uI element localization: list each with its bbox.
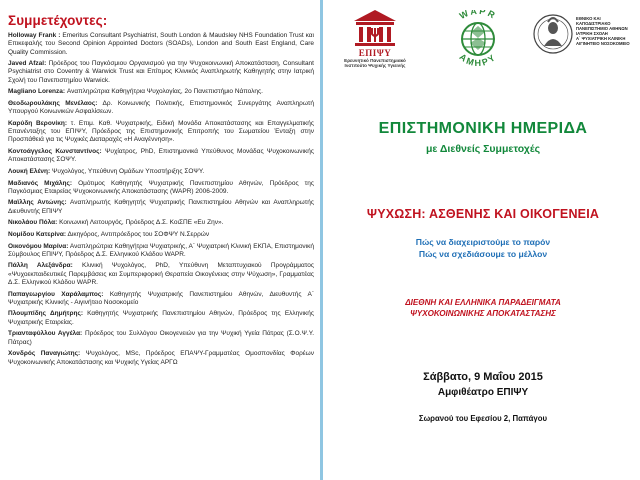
university-name-line: ΚΑΠΟΔΙΣΤΡΙΑΚΟ [576, 21, 611, 27]
participant-name: Javed Afzal: [8, 60, 47, 68]
athena-seal-icon [532, 10, 574, 58]
svg-text:WAPR [458, 10, 499, 21]
globe-icon [462, 23, 494, 55]
participant-name: Οικονόμου Μαρίνα: [8, 242, 69, 250]
question-present: Πώς να διαχειριστούμε το παρόν [415, 237, 551, 247]
participant-role: Κοινωνική Λειτουργός, Πρόεδρος Δ.Σ. ΚοιΣΠΕ «Ευ Ζην». [59, 219, 224, 227]
logos-row [326, 8, 640, 78]
event-venue: Αμφιθέατρο ΕΠΙΨΥ [437, 387, 529, 398]
participant-role: Πρόεδρος του Παγκόσμιου Οργανισμού για την Ψυχοκοινωνική Αποκατάσταση, Consultant Psychiatrist στο Coventry & Warwick Trust και Επίτιμος Κλινικός Αναπληρωτής Καθηγητής στην Ιατρική Σχολή του Πανεπιστημίου Warwick. [8, 60, 314, 84]
participant-role: Αναπληρώτρια Καθηγήτρια Ψυχολογίας, 2ο Πανεπιστήμιο Νάπολης. [66, 88, 263, 96]
examples-line2: ΨΥΧΟΚΟΙΝΩΝΙΚΗΣ ΑΠΟΚΑΤΑΣΤΑΣΗΣ [410, 309, 556, 318]
epipsy-logo [340, 8, 410, 68]
university-name-line: ΙΑΤΡΙΚΗ ΣΧΟΛΗ [576, 31, 608, 37]
participant-item [8, 231, 316, 239]
participant-role: Δικηγόρος, Αντιπρόεδρος του ΣΟΦΨΥ Ν.Σερρών [67, 230, 210, 238]
participant-item [8, 180, 316, 197]
participant-item [8, 88, 316, 96]
participant-item [8, 148, 316, 165]
participant-item [8, 60, 316, 85]
participant-item [8, 330, 316, 347]
participants-list [8, 32, 316, 367]
svg-text:AMHPY [458, 52, 499, 66]
participant-role: Καθηγητής Ψυχιατρικής Πανεπιστημίου Αθηνών, Πρόεδρος της Ελληνικής Ψυχιατρικής Εταιρείας. [8, 310, 314, 326]
participant-role: Δρ. Κοινωνικής Πολιτικής, Επιστημονικός Συνεργάτης Αναπληρωτή Υπουργού Κοινωνικών Ασφαλίσεων. [8, 99, 314, 116]
participant-role: Ψυχίατρος, PhD, Επιστημονικά Υπεύθυνος Μονάδας Ψυχοκοινωνικής Αποκατάστασης ΣΟΨΥ. [8, 148, 315, 164]
participant-item [8, 291, 316, 308]
wapr-logo [442, 10, 514, 66]
participant-role: Emeritus Consultant Psychiatrist, South London & Maudsley NHS Foundation Trust και Επικεφαλής του Second Opinion Appointed Doctors (SOADs), London and South East England, Care Quality Commission. [8, 32, 314, 56]
participant-name: Παπαγεωργίου Χαράλαμπος: [8, 290, 104, 298]
event-subtitle: με Διεθνείς Συμμετοχές [425, 143, 541, 155]
participant-item [8, 350, 316, 367]
epipsy-name: ΕΠΙΨΥ [358, 48, 392, 58]
participant-item [8, 100, 316, 117]
university-name-line: ΕΘΝΙΚΟ ΚΑΙ [576, 16, 601, 21]
epipsy-line1: Ερευνητικό Πανεπιστημιακό [344, 58, 406, 63]
participants-panel [0, 0, 316, 480]
participant-role: Ψυχολόγος, Υπεύθυνη Ομάδων Υποστήριξης ΣΟΨΥ. [51, 167, 205, 175]
event-date: Σάββατο, 9 Μαΐου 2015 [423, 371, 543, 383]
university-logo [532, 10, 640, 70]
participant-role: Καθηγητής Ψυχιατρικής Πανεπιστημίου Αθηνών, Διευθυντής Α΄ Ψυχιατρικής Κλινικής - Αιγινήτειο Νοσοκομείο [8, 290, 314, 306]
participant-item [8, 219, 316, 227]
psi-emblem-icon [350, 8, 400, 48]
participant-role: Κλινική Ψυχολόγος, PhD, Υπεύθυνη Μεταπτυχιακού Προγράμματος «Ψυχοεκπαιδευτικές Παρεμβάσεις και Συμπεριφορική Θεραπεία Οικογένειας στην Ψύχωση», Γραμματέας Δ.Σ. Ελληνικού Κλάδου WAPR. [8, 262, 315, 286]
participant-item [8, 32, 316, 57]
participant-role: Αναπληρώτρια Καθηγήτρια Ψυχιατρικής, Α΄ Ψυχιατρική Κλινική ΕΚΠΑ, Επιστημονική Σύμβουλος ΕΠΙΨΥ, Πρόεδρος Δ.Σ. Ελληνικού Κλάδου WAPR. [8, 242, 314, 258]
event-theme: ΨΥΧΩΣΗ: ΑΣΘΕΝΗΣ ΚΑΙ ΟΙΚΟΓΕΝΕΙΑ [366, 207, 600, 221]
event-address: Σωρανού του Εφεσίου 2, Παπάγου [418, 414, 548, 423]
participant-role: τ. Επιμ. Καθ. Ψυχιατρικής, Ειδική Μονάδα Αποκατάστασης και Επαγγελματικής Επανένταξης του ΕΠΙΨΥ, Πρόεδρος της Επιστημονικής Επιτροπής του Σωματείου Ένταξη στην Προσπάθειά για τις Ψυχικές Διαταραχές «Η Αναγέννηση». [8, 119, 314, 144]
epipsy-line2: Ινστιτούτο Ψυχικής Υγιεινής [344, 63, 406, 69]
participant-name: Τριανταφύλλου Αγγέλα: [8, 330, 83, 338]
wapr-bottom-text: AMHPY [457, 51, 499, 66]
wapr-top-text: WAPR [457, 10, 499, 22]
participant-name: Πάλλη Αλεξάνδρα: [8, 262, 73, 270]
participant-name: Μαϊλλης Αντώνης: [8, 199, 67, 207]
participant-name: Λουκή Ελένη: [8, 167, 51, 175]
participants-title: Συμμετέχοντες: [8, 13, 108, 28]
participant-item [8, 243, 316, 260]
participant-name: Θεοδωρουλάκης Μενέλαος: [8, 99, 98, 107]
participant-name: Πλουμπίδης Δημήτρης: [8, 310, 83, 318]
participant-name: Κοντοάγγελος Κωνσταντίνος: [8, 148, 102, 156]
participant-role: Ομότιμος Καθηγητής Ψυχιατρικής Πανεπιστημίου Αθηνών, Πρόεδρος της Παγκόσμιας Εταιρείας Ψυχοκοινωνικής Αποκατάστασης (WAPR) 2006-2009. [8, 179, 314, 195]
event-title: ΕΠΙΣΤΗΜΟΝΙΚΗ ΗΜΕΡΙΔΑ [378, 120, 588, 137]
participant-name: Νομίδου Κατερίνα: [8, 230, 67, 238]
participant-item [8, 199, 316, 216]
university-name-line: Α΄ ΨΥΧΙΑΤΡΙΚΗ ΚΛΙΝΙΚΗ [576, 36, 626, 42]
participant-name: Magliano Lorenza: [8, 88, 66, 96]
university-name-line: ΠΑΝΕΠΙΣΤΗΜΙΟ ΑΘΗΝΩΝ [576, 26, 628, 32]
event-panel [326, 0, 640, 480]
participant-name: Holloway Frank : [8, 32, 61, 39]
column-divider [320, 0, 323, 480]
participant-name: Νικολάου Πόλα: [8, 219, 58, 227]
university-name [576, 16, 640, 47]
question-future: Πώς να σχεδιάσουμε το μέλλον [418, 249, 548, 259]
participant-item [8, 120, 316, 145]
examples-line1: ΔΙΕΘΝΗ ΚΑΙ ΕΛΛΗΝΙΚΑ ΠΑΡΑΔΕΙΓΜΑΤΑ [405, 298, 561, 307]
participant-item [8, 262, 316, 287]
participant-name: Καρύδη Βερονίκη: [8, 119, 67, 127]
participant-role: Ψυχολόγος, MSc, Πρόεδρος ΕΠΑΨΥ-Γραμματέας Ομοσπονδίας Φορέων Ψυχοκοινωνικής Αποκατάστασης και Ψυχικής Υγείας ΑΡΓΩ [8, 350, 314, 366]
participant-item [8, 168, 316, 176]
participant-role: Αναπληρωτής Καθηγητής Ψυχιατρικής Πανεπιστημίου Αθηνών και Αναπληρωτής Διευθυντής ΕΠΙΨΥ [8, 199, 314, 215]
participant-item [8, 310, 316, 327]
university-name-line: ΑΙΓΙΝΗΤΕΙΟ ΝΟΣΟΚΟΜΕΙΟ [576, 41, 630, 47]
participant-name: Χονδρός Παναγιώτης: [8, 350, 81, 358]
participant-name: Μαδιανός Μιχάλης: [8, 179, 73, 187]
participant-role: Πρόεδρος του Συλλόγου Οικογενειών για την Ψυχική Υγεία Πάτρας (Σ.Ο.Ψ.Υ. Πάτρας) [8, 330, 315, 346]
